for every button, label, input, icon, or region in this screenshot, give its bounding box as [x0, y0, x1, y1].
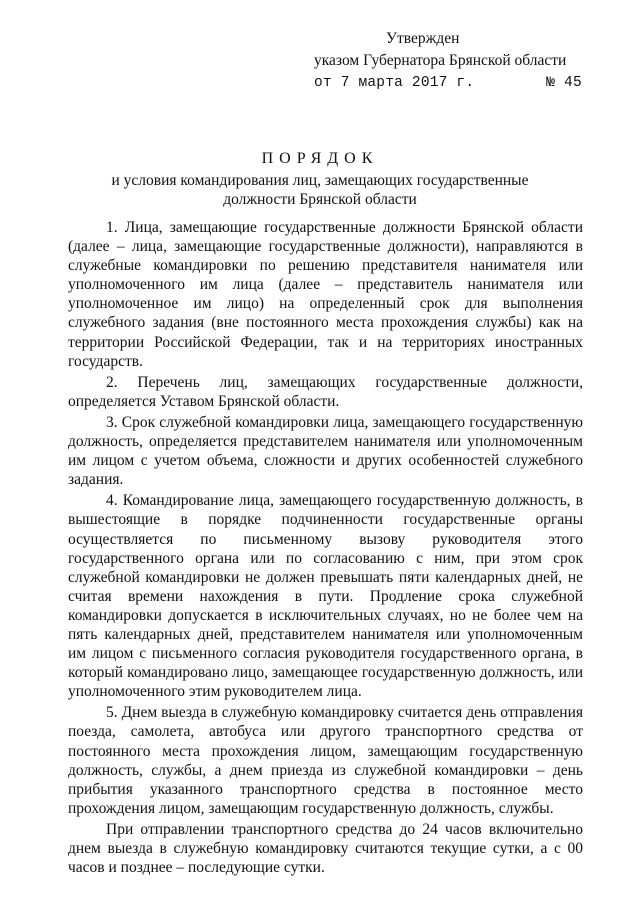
approval-line-decree: указом Губернатора Брянской области — [314, 52, 567, 69]
paragraph-2: 2. Перечень лиц, замещающих государственные должности, определяется Уставом Брянской области. — [68, 373, 583, 410]
title-block — [0, 147, 640, 209]
approval-line-date — [314, 72, 614, 94]
approval-line-approved: Утвержден — [386, 30, 460, 47]
paragraph-3: 3. Срок служебной командировки лица, замещающего государственную должность, определяется представителем нанимателя или уполномоченным им лицом с учетом объема, сложности и других особенностей служебного задания. — [68, 413, 583, 489]
approval-number: № 45 — [546, 75, 582, 91]
paragraph-1: 1. Лица, замещающие государственные должности Брянской области (далее – лица, замещающие государственные должности), направляются в служебные командировки по решению представителя нанимателя или уполномоченного им лица (далее – представитель нанимателя или уполномоченное им лицо) на определенный срок для выполнения служебного задания (вне постоянного места прохождения службы) как на территории Российской Федерации, так и на территориях иностранных государств. — [68, 219, 583, 370]
approval-stamp — [314, 28, 614, 94]
page-subtitle-line-1: и условия командирования лиц, замещающих государственные — [111, 172, 529, 189]
paragraph-5: 5. Днем выезда в служебную командировку считается день отправления поезда, самолета, автобуса или другого транспортного средства от постоянного места прохождения лицом, замещающим государственную должность, службы, а днем приезда из служебной командировки – день прибытия указанного транспортного средства в постоянное место прохождения лицом, замещающим государственную должность, службы. — [68, 704, 583, 817]
page-title: ПОРЯДОК — [261, 150, 379, 167]
paragraph-6: При отправлении транспортного средства до 24 часов включительно днем выезда в служебную командировку считаются текущие сутки, а с 00 часов и позднее – последующие сутки. — [68, 820, 583, 877]
approval-date: от 7 марта 2017 г. — [314, 75, 475, 91]
paragraph-4: 4. Командирование лица, замещающего государственную должность, в вышестоящие в порядке подчиненности государственные органы осуществляется по письменному вызову руководителя этого государственного органа или по согласованию с ним, при этом срок служебной командировки не должен превышать пяти календарных дней, не считая времени нахождения в пути. Продление срока служебной командировки допускается в исключительных случаях, но не более чем на пять календарных дней, представителем нанимателя или уполномоченным им лицом с письменного согласия руководителя государственного органа, в который командировано лицо, замещающее государственную должность, или уполномоченного этим руководителем лица. — [68, 492, 583, 701]
page-subtitle-line-2: должности Брянской области — [223, 191, 417, 208]
document-body — [68, 218, 583, 877]
